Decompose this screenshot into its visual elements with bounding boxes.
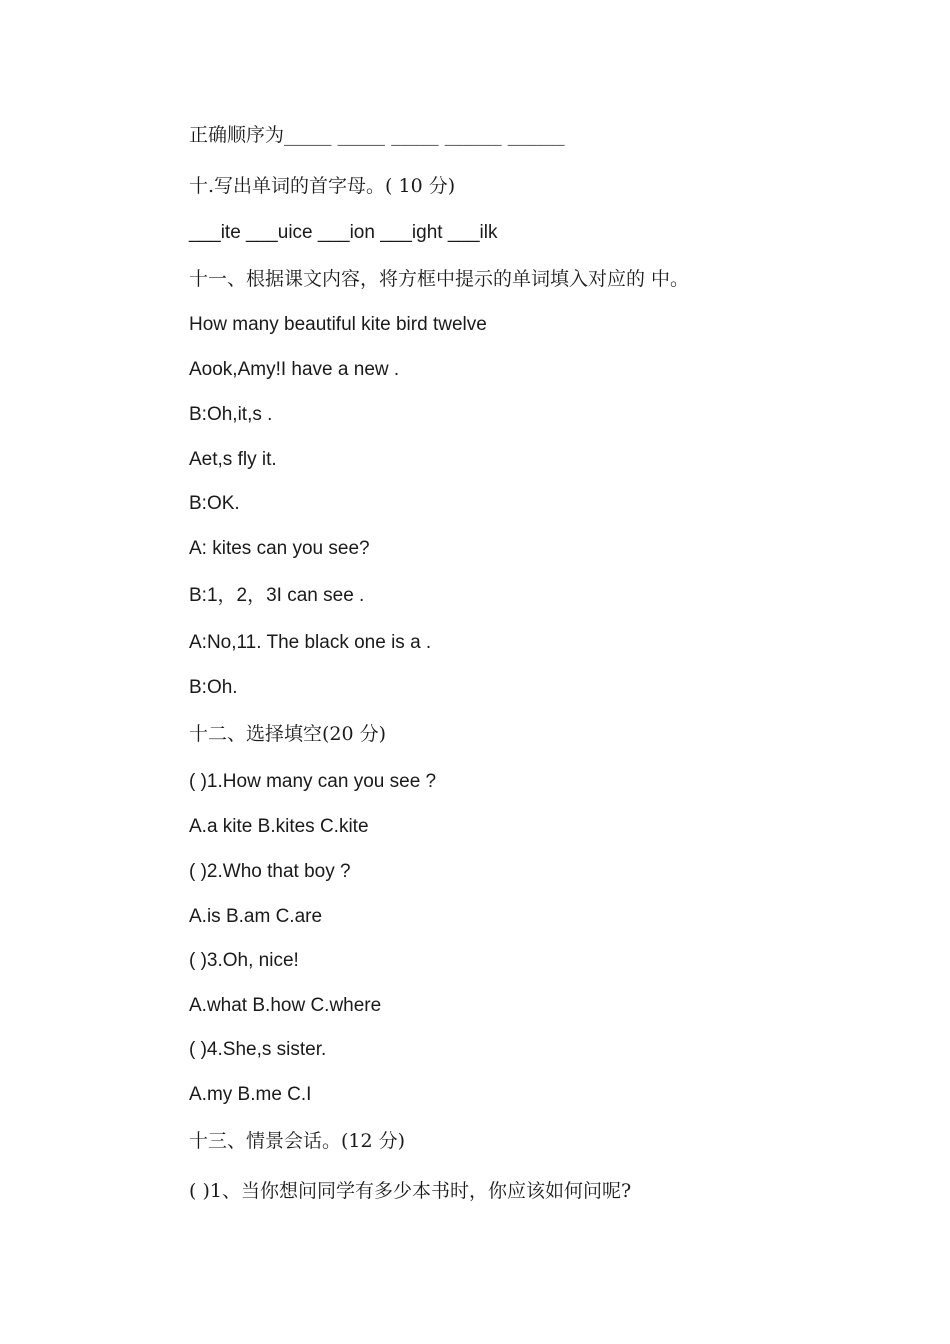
question-line: ( )1、当你想问同学有多少本书时，你应该如何问呢? <box>189 1180 632 1202</box>
dialog-line: A: kites can you see? <box>189 538 370 559</box>
options-line: A.what B.how C.where <box>189 995 382 1016</box>
section-11-heading: 十一、根据课文内容，将方框中提示的单词填入对应的 中。 <box>189 268 690 290</box>
dialog-line: B:OK. <box>189 493 240 514</box>
question-line: ( )3.Oh, nice! <box>189 950 299 971</box>
section-12-heading: 十二、选择填空(20 分) <box>189 723 387 745</box>
section-10-heading: 十.写出单词的首字母。( 10 分) <box>189 175 456 197</box>
options-line: A.my B.me C.I <box>189 1084 312 1105</box>
dialog-line: B:Oh,it,s . <box>189 404 273 425</box>
options-line: A.is B.am C.are <box>189 906 323 927</box>
dialog-line: Aook,Amy!I have a new . <box>189 359 400 380</box>
dialog-line: B:Oh. <box>189 677 238 698</box>
question-line: ( )1.How many can you see ? <box>189 771 437 792</box>
dialog-line: B:1，2，3I can see . <box>189 585 365 606</box>
dialog-line: Aet,s fly it. <box>189 449 277 470</box>
question-line: ( )4.She,s sister. <box>189 1039 327 1060</box>
section-13-heading: 十三、情景会话。(12 分) <box>189 1130 406 1152</box>
question-line: ( )2.Who that boy ? <box>189 861 351 882</box>
order-blanks-line: 正确顺序为_____ _____ _____ ______ ______ <box>189 124 565 146</box>
dialog-line: A:No,11. The black one is a . <box>189 632 432 653</box>
initial-letter-blanks: ___ite ___uice ___ion ___ight ___ilk <box>189 222 498 243</box>
options-line: A.a kite B.kites C.kite <box>189 816 369 837</box>
word-bank: How many beautiful kite bird twelve <box>189 314 487 335</box>
